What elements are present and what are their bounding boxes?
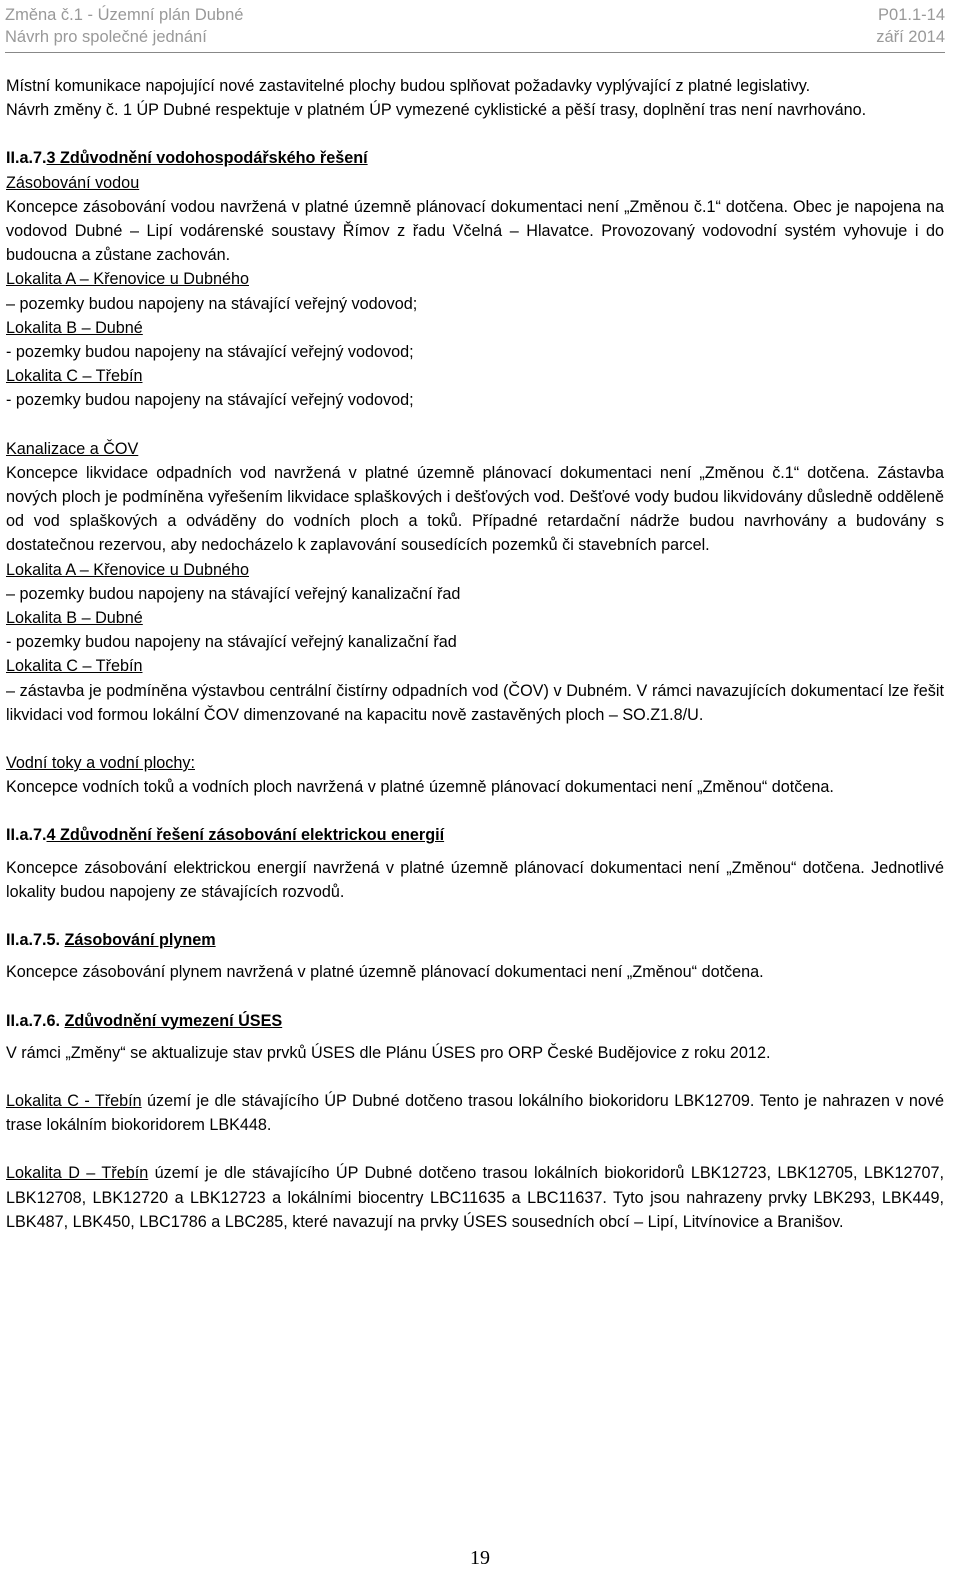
header-document-code: P01.1-14	[878, 6, 945, 24]
page-header	[5, 4, 945, 48]
paragraph-uses-locality-c: Lokalita C - Třebín území je dle stávajícího ÚP Dubné dotčeno trasou lokálního biokoridoru LBK12709. Tento je nahrazen v nové trase lokálním biokoridorem LBK448.	[6, 1091, 945, 1135]
sewer-locality-b-text: - pozemky budou napojeny na stávající veřejný kanalizační řad	[6, 633, 457, 652]
section-heading-electricity: II.a.7.4 Zdůvodnění řešení zásobování elektrickou energií	[6, 826, 445, 845]
section-heading-water-management: II.a.7.3 Zdůvodnění vodohospodářského řešení	[6, 149, 368, 168]
paragraph-cycle-routes: Návrh změny č. 1 ÚP Dubné respektuje v platném ÚP vymezené cyklistické a pěší trasy, doplnění tras není navrhováno.	[6, 101, 867, 120]
paragraph-gas: Koncepce zásobování plynem navržená v platné územně plánovací dokumentaci není „Změnou“ dotčena.	[6, 963, 764, 982]
water-locality-b-text: - pozemky budou napojeny na stávající veřejný vodovod;	[6, 343, 414, 362]
water-locality-b-label: Lokalita B – Dubné	[6, 318, 143, 337]
water-locality-a-text: – pozemky budou napojeny na stávající veřejný vodovod;	[6, 294, 418, 313]
page-number: 19	[470, 1547, 490, 1569]
document-body	[6, 74, 944, 1234]
subheading-water-supply: Zásobování vodou	[6, 173, 140, 192]
header-row-2	[5, 26, 945, 48]
paragraph-water-bodies: Koncepce vodních toků a vodních ploch navržená v platné územně plánovací dokumentaci není „Změnou“ dotčena.	[6, 778, 834, 797]
sewer-locality-c-text: – zástavba je podmíněna výstavbou centrální čistírny odpadních vod (ČOV) v Dubném. V rámci navazujících dokumentací lze řešit likvidaci vod formou lokální ČOV dimenzované na kapacitu nově zastavěných ploch – SO.Z1.8/U.	[6, 681, 944, 724]
uses-locality-c-label: Lokalita C - Třebín	[6, 1091, 142, 1110]
uses-locality-d-label: Lokalita D – Třebín	[6, 1164, 149, 1183]
sewer-locality-a-label: Lokalita A – Křenovice u Dubného	[6, 560, 249, 579]
paragraph-uses-locality-d: Lokalita D – Třebín území je dle stávajícího ÚP Dubné dotčeno trasou lokálních biokoridorů LBK12723, LBK12705, LBK12707, LBK12708, LBK12720 a LBK12723 a lokálními biocentry LBC11635 a LBC11637. Tyto jsou nahrazeny prvky LBK293, LBK449, LBK487, LBK450, LBC1786 a LBC285, které navazují na prvky ÚSES sousedních obcí – Lipí, Litvínovice a Branišov.	[6, 1164, 944, 1231]
water-locality-a-label: Lokalita A – Křenovice u Dubného	[6, 270, 249, 289]
header-document-stage: Návrh pro společné jednání	[5, 28, 207, 46]
sewer-locality-c-label: Lokalita C – Třebín	[6, 657, 143, 676]
section-heading-gas: II.a.7.5. Zásobování plynem	[6, 931, 216, 950]
subheading-water-bodies: Vodní toky a vodní plochy:	[6, 754, 195, 773]
sewer-locality-a-text: – pozemky budou napojeny na stávající veřejný kanalizační řad	[6, 584, 461, 603]
paragraph-local-roads: Místní komunikace napojující nové zastavitelné plochy budou splňovat požadavky vyplývající z platné legislativy.	[6, 77, 811, 95]
paragraph-uses: V rámci „Změny“ se aktualizuje stav prvků ÚSES dle Plánu ÚSES pro ORP České Budějovice z roku 2012.	[6, 1043, 771, 1062]
water-locality-c-text: - pozemky budou napojeny na stávající veřejný vodovod;	[6, 391, 414, 410]
header-row-1	[5, 4, 945, 26]
header-document-date: září 2014	[876, 28, 945, 46]
section-heading-uses: II.a.7.6. Zdůvodnění vymezení ÚSES	[6, 1011, 283, 1030]
sewer-locality-b-label: Lokalita B – Dubné	[6, 609, 143, 628]
paragraph-sewerage: Koncepce likvidace odpadních vod navržená v platné územně plánovací dokumentaci není „Změnou č.1“ dotčena. Zástavba nových ploch je podmíněna vyřešením likvidace splaškových i dešťových vod. Dešťové vody budou likvidovány důsledně odděleně od vod splaškových a odváděny do vodních ploch a toků. Případné retardační nádrže budou navrhovány a budovány s dostatečnou rezervou, aby nedocházelo k zaplavování sousedících pozemků či stavebních parcel.	[6, 463, 944, 555]
paragraph-electricity: Koncepce zásobování elektrickou energií navržená v platné územně plánovací dokumentaci není „Změnou“ dotčena. Jednotlivé lokality budou napojeny ze stávajících rozvodů.	[6, 858, 944, 901]
subheading-sewerage: Kanalizace a ČOV	[6, 439, 139, 458]
paragraph-water-supply: Koncepce zásobování vodou navržená v platné územně plánovací dokumentaci není „Změnou č.1“ dotčena. Obec je napojena na vodovod Dubné – Lipí vodárenské soustavy Římov z řadu Včelná – Hlavatce. Provozovaný vodovodní systém vyhovuje i do budoucna a zůstane zachován.	[6, 197, 944, 265]
header-document-title: Změna č.1 - Územní plán Dubné	[5, 6, 244, 24]
header-divider	[5, 52, 945, 53]
water-locality-c-label: Lokalita C – Třebín	[6, 367, 143, 386]
